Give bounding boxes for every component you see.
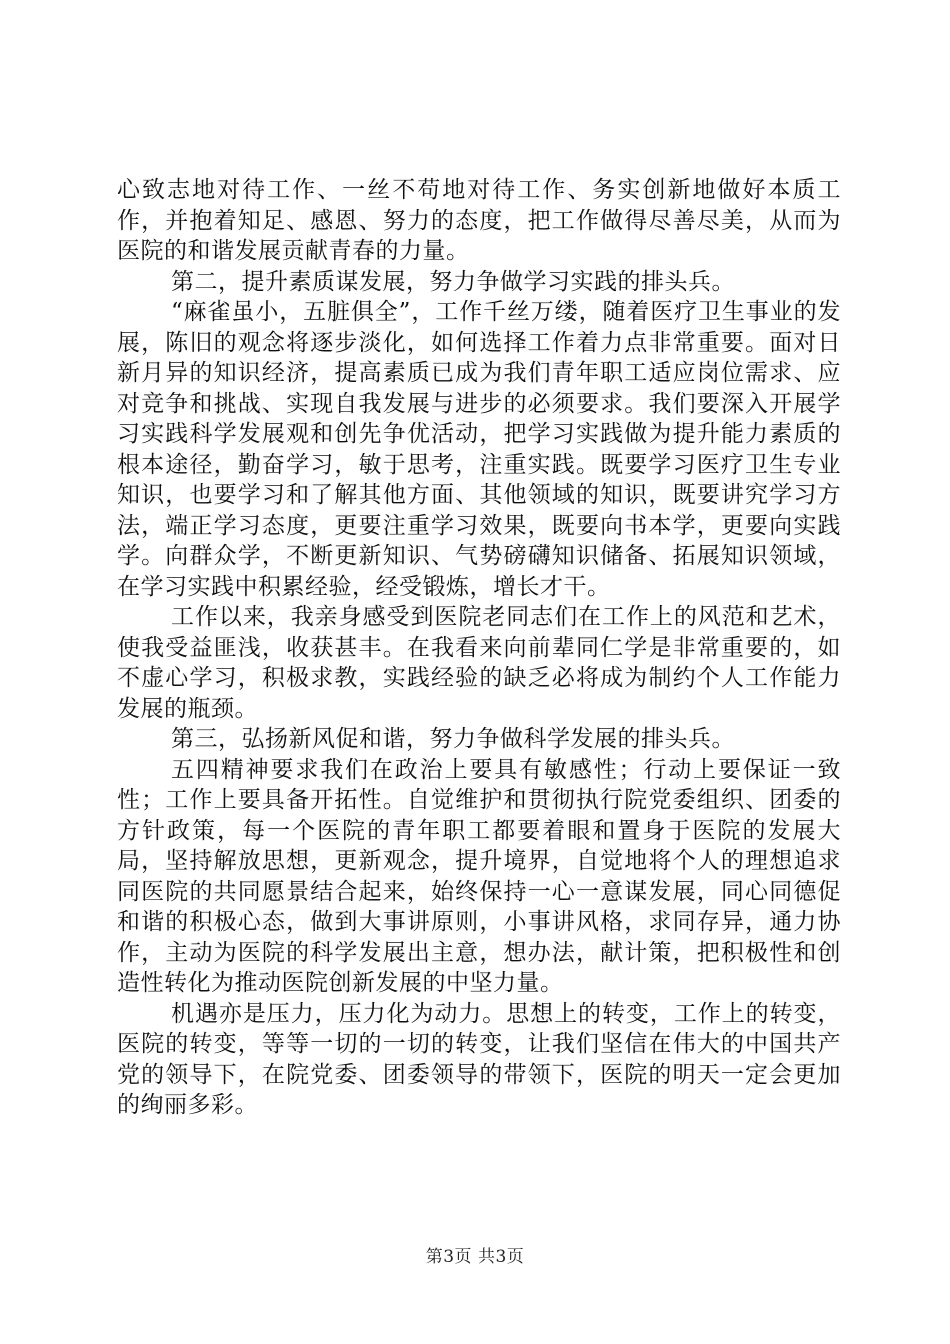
- document-body: [117, 175, 841, 1121]
- paragraph-2-heading: 第二，提升素质谋发展，努力争做学习实践的排头兵。: [171, 268, 735, 295]
- paragraph-5-heading: 第三，弘扬新风促和谐，努力争做科学发展的排头兵。: [171, 726, 735, 752]
- paragraph-3: “麻雀虽小，五脏俱全”，工作千丝万缕，随着医疗卫生事业的发展，陈旧的观念将逐步淡化，如何选择工作着力点非常重要。面对日新月异的知识经济，提高素质已成为我们青年职工适应岗位需求、应对竞争和挑战、实现自我发展与进步的必须要求。我们要深入开展学习实践科学发展观和创先争优活动，把学习实践做为提升能力素质的根本途径，勤奋学习，敏于思考，注重实践。既要学习医疗卫生专业知识，也要学习和了解其他方面、其他领域的知识，既要讲究学习方法，端正学习态度，更要注重学习效果，既要向书本学，更要向实践学。向群众学，不断更新知识、气势磅礴知识储备、拓展知识领域，在学习实践中积累经验，经受锻炼，增长才干。: [117, 299, 841, 600]
- paragraph-1: 心致志地对待工作、一丝不苟地对待工作、务实创新地做好本质工作，并抱着知足、感恩、努力的态度，把工作做得尽善尽美，从而为医院的和谐发展贡献青春的力量。: [117, 177, 841, 264]
- paragraph-7: 机遇亦是压力，压力化为动力。思想上的转变，工作上的转变，医院的转变，等等一切的一切的转变，让我们坚信在伟大的中国共产党的领导下，在院党委、团委领导的带领下，医院的明天一定会更加的绚丽多彩。: [117, 1000, 841, 1118]
- paragraph-4: 工作以来，我亲身感受到医院老同志们在工作上的风范和艺术，使我受益匪浅，收获甚丰。在我看来向前辈同仁学是非常重要的，如不虚心学习，积极求教，实践经验的缺乏必将成为制约个人工作能力发展的瓶颈。: [117, 604, 841, 722]
- page-footer: 第3页 共3页: [425, 1247, 525, 1267]
- paragraph-6: 五四精神要求我们在政治上要具有敏感性；行动上要保证一致性；工作上要具备开拓性。自觉维护和贯彻执行院党委组织、团委的方针政策，每一个医院的青年职工都要着眼和置身于医院的发展大局，坚持解放思想，更新观念，提升境界，自觉地将个人的理想追求同医院的共同愿景结合起来，始终保持一心一意谋发展，同心同德促和谐的积极心态，做到大事讲原则，小事讲风格，求同存异，通力协作，主动为医院的科学发展出主意，想办法，献计策，把积极性和创造性转化为推动医院创新发展的中坚力量。: [117, 756, 841, 996]
